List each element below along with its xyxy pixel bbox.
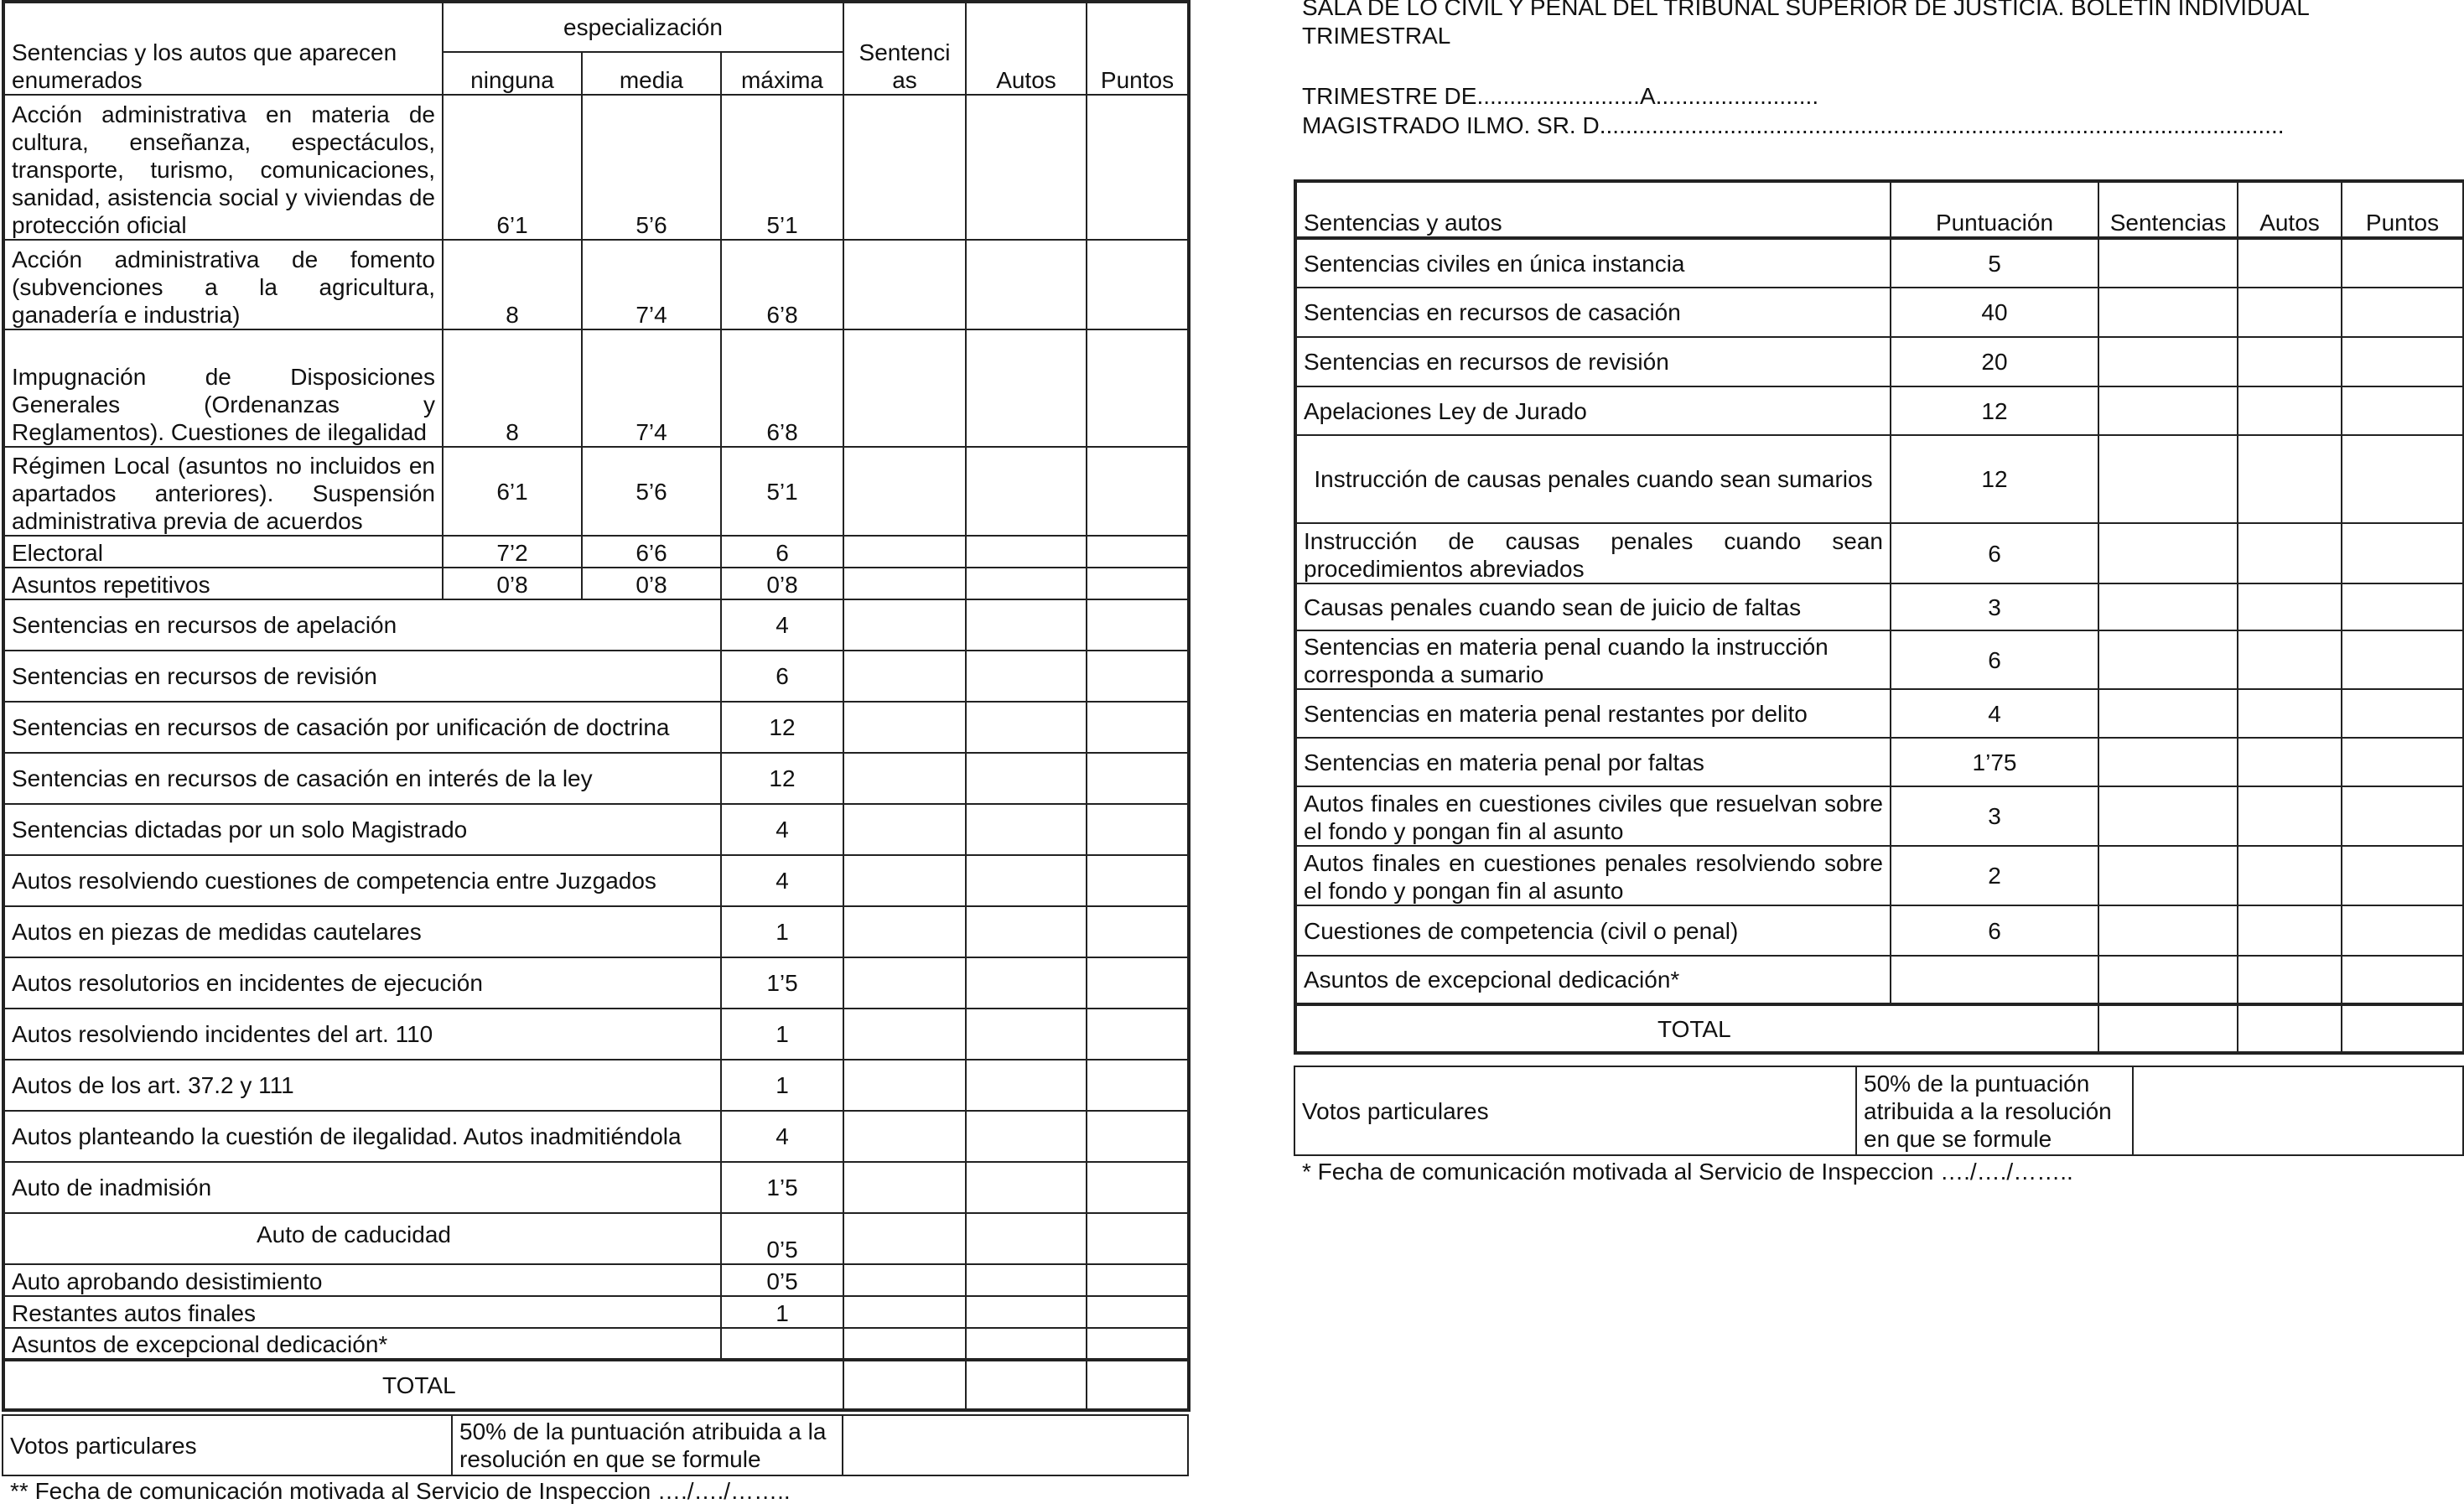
entry-puntos[interactable] — [2342, 238, 2464, 288]
left-header-maxima: máxima — [721, 52, 843, 95]
table-row — [3, 651, 1189, 702]
table-row — [1295, 956, 2464, 1004]
entry-autos[interactable] — [2238, 786, 2342, 846]
entry-autos[interactable] — [966, 536, 1087, 568]
row-label: Instrucción de causas penales cuando sean procedimientos abreviados — [1295, 523, 1891, 583]
row-value: 12 — [721, 702, 843, 753]
row-value: 2 — [1891, 846, 2098, 905]
total-autos[interactable] — [966, 1360, 1087, 1410]
entry-puntos[interactable] — [2342, 689, 2464, 738]
table-row — [1295, 337, 2464, 386]
entry-puntos[interactable] — [2342, 523, 2464, 583]
entry-autos[interactable] — [2238, 523, 2342, 583]
entry-puntos[interactable] — [2342, 846, 2464, 905]
row-value: 12 — [721, 753, 843, 804]
row-value: 1 — [721, 1009, 843, 1060]
table-row — [3, 1264, 1189, 1296]
spec-ninguna: 8 — [443, 329, 582, 447]
table-row — [3, 957, 1189, 1009]
entry-sentencias[interactable] — [843, 329, 966, 447]
entry-puntos[interactable] — [2342, 583, 2464, 630]
entry-autos[interactable] — [966, 906, 1087, 957]
entry-autos[interactable] — [966, 568, 1087, 599]
magistrado-line: MAGISTRADO ILMO. SR. D......................................................................................................... — [1302, 112, 2285, 138]
row-value — [721, 1328, 843, 1360]
entry-puntos[interactable] — [1087, 568, 1189, 599]
entry-puntos[interactable] — [1087, 804, 1189, 855]
votos-entry[interactable] — [843, 1415, 1188, 1475]
entry-puntos[interactable] — [2342, 956, 2464, 1004]
row-label: Asuntos de excepcional dedicación* — [1295, 956, 1891, 1004]
row-label: Sentencias en recursos de casación por unificación de doctrina — [3, 702, 721, 753]
table-row — [1295, 630, 2464, 689]
row-label: Sentencias en recursos de revisión — [1295, 337, 1891, 386]
entry-sentencias[interactable] — [2098, 238, 2238, 288]
row-value: 0’5 — [721, 1264, 843, 1296]
right-header-puntuacion: Puntuación — [1891, 181, 2098, 238]
entry-autos[interactable] — [966, 1328, 1087, 1360]
row-value: 1 — [721, 906, 843, 957]
entry-sentencias[interactable] — [2098, 956, 2238, 1004]
row-value: 1 — [721, 1060, 843, 1111]
row-value: 6 — [1891, 630, 2098, 689]
left-header-concept: Sentencias y los autos que aparecen enumerados — [3, 2, 443, 95]
table-row — [1295, 435, 2464, 523]
row-value: 6 — [1891, 905, 2098, 956]
row-label: Asuntos de excepcional dedicación* — [3, 1328, 721, 1360]
row-value: 1 — [721, 1296, 843, 1328]
entry-sentencias[interactable] — [843, 906, 966, 957]
spec-maxima: 6 — [721, 536, 843, 568]
entry-autos[interactable] — [966, 1111, 1087, 1162]
row-label: Sentencias en recursos de apelación — [3, 599, 721, 651]
row-label: Sentencias en recursos de casación en interés de la ley — [3, 753, 721, 804]
left-header-media: media — [582, 52, 721, 95]
row-label: Autos de los art. 37.2 y 111 — [3, 1060, 721, 1111]
entry-sentencias[interactable] — [843, 1296, 966, 1328]
entry-puntos[interactable] — [1087, 95, 1189, 240]
table-row — [3, 855, 1189, 906]
entry-autos[interactable] — [2238, 386, 2342, 435]
entry-sentencias[interactable] — [843, 240, 966, 329]
table-row — [3, 1296, 1189, 1328]
entry-autos[interactable] — [2238, 738, 2342, 786]
row-value: 5 — [1891, 238, 2098, 288]
entry-autos[interactable] — [966, 1162, 1087, 1213]
total-sentencias[interactable] — [2098, 1004, 2238, 1053]
entry-sentencias[interactable] — [843, 1060, 966, 1111]
row-label: Autos finales en cuestiones civiles que resuelvan sobre el fondo y pongan fin al asunto — [1295, 786, 1891, 846]
table-row — [1295, 523, 2464, 583]
table-row — [3, 599, 1189, 651]
spec-row-label: Electoral — [3, 536, 443, 568]
spec-row — [3, 568, 1189, 599]
row-label: Auto de caducidad — [3, 1213, 721, 1264]
entry-autos[interactable] — [2238, 435, 2342, 523]
row-label: Restantes autos finales — [3, 1296, 721, 1328]
entry-puntos[interactable] — [1087, 906, 1189, 957]
table-row — [1295, 288, 2464, 337]
entry-sentencias[interactable] — [2098, 435, 2238, 523]
row-value: 20 — [1891, 337, 2098, 386]
entry-sentencias[interactable] — [843, 1009, 966, 1060]
entry-puntos[interactable] — [2342, 435, 2464, 523]
row-label: Apelaciones Ley de Jurado — [1295, 386, 1891, 435]
entry-puntos[interactable] — [2342, 905, 2464, 956]
row-value: 0’5 — [721, 1213, 843, 1264]
entry-sentencias[interactable] — [2098, 337, 2238, 386]
spec-maxima: 5’1 — [721, 95, 843, 240]
table-row — [3, 906, 1189, 957]
entry-sentencias[interactable] — [2098, 386, 2238, 435]
left-votos-table — [2, 1414, 1189, 1476]
entry-sentencias[interactable] — [843, 447, 966, 536]
total-label: TOTAL — [3, 1360, 843, 1410]
entry-autos[interactable] — [2238, 905, 2342, 956]
total-puntos[interactable] — [2342, 1004, 2464, 1053]
right-header-autos: Autos — [2238, 181, 2342, 238]
entry-sentencias[interactable] — [843, 855, 966, 906]
entry-autos[interactable] — [966, 651, 1087, 702]
entry-puntos[interactable] — [1087, 329, 1189, 447]
table-row — [1295, 583, 2464, 630]
entry-autos[interactable] — [966, 599, 1087, 651]
entry-puntos[interactable] — [2342, 386, 2464, 435]
entry-autos[interactable] — [2238, 846, 2342, 905]
total-autos[interactable] — [2238, 1004, 2342, 1053]
entry-sentencias[interactable] — [843, 536, 966, 568]
entry-sentencias[interactable] — [843, 1111, 966, 1162]
spec-media: 5’6 — [582, 95, 721, 240]
row-label: Auto aprobando desistimiento — [3, 1264, 721, 1296]
spec-ninguna: 7’2 — [443, 536, 582, 568]
row-value: 6 — [1891, 523, 2098, 583]
entry-sentencias[interactable] — [843, 1162, 966, 1213]
table-row — [3, 1162, 1189, 1213]
row-label: Autos resolviendo incidentes del art. 110 — [3, 1009, 721, 1060]
entry-autos[interactable] — [966, 957, 1087, 1009]
votos-text: 50% de la puntuación atribuida a la resolución en que se formule — [1856, 1066, 2133, 1155]
row-label: Sentencias dictadas por un solo Magistrado — [3, 804, 721, 855]
entry-sentencias[interactable] — [2098, 738, 2238, 786]
spec-maxima: 0’8 — [721, 568, 843, 599]
row-label: Autos finales en cuestiones penales resolviendo sobre el fondo y pongan fin al asunto — [1295, 846, 1891, 905]
entry-autos[interactable] — [2238, 630, 2342, 689]
entry-sentencias[interactable] — [843, 1328, 966, 1360]
spec-ninguna: 0’8 — [443, 568, 582, 599]
right-header-puntos: Puntos — [2342, 181, 2464, 238]
row-label: Sentencias en materia penal cuando la instrucción corresponda a sumario — [1295, 630, 1891, 689]
row-value: 3 — [1891, 583, 2098, 630]
votos-text: 50% de la puntuación atribuida a la resolución en que se formule — [452, 1415, 843, 1475]
entry-puntos[interactable] — [2342, 337, 2464, 386]
entry-sentencias[interactable] — [2098, 523, 2238, 583]
entry-autos[interactable] — [966, 447, 1087, 536]
entry-autos[interactable] — [966, 240, 1087, 329]
entry-autos[interactable] — [2238, 288, 2342, 337]
entry-sentencias[interactable] — [2098, 630, 2238, 689]
left-footnote: ** Fecha de comunicación motivada al Servicio de Inspeccion …./…./…….. — [10, 1478, 791, 1504]
spec-ninguna: 8 — [443, 240, 582, 329]
entry-sentencias[interactable] — [843, 651, 966, 702]
table-row — [1295, 238, 2464, 288]
entry-puntos[interactable] — [1087, 1264, 1189, 1296]
entry-autos[interactable] — [966, 855, 1087, 906]
row-label: Causas penales cuando sean de juicio de faltas — [1295, 583, 1891, 630]
spec-row — [3, 536, 1189, 568]
entry-sentencias[interactable] — [843, 804, 966, 855]
table-row — [1295, 846, 2464, 905]
entry-autos[interactable] — [966, 1296, 1087, 1328]
entry-puntos[interactable] — [2342, 288, 2464, 337]
entry-autos[interactable] — [966, 804, 1087, 855]
entry-autos[interactable] — [966, 1264, 1087, 1296]
entry-puntos[interactable] — [1087, 536, 1189, 568]
entry-autos[interactable] — [2238, 689, 2342, 738]
spec-row — [3, 447, 1189, 536]
entry-puntos[interactable] — [1087, 855, 1189, 906]
spec-maxima: 6’8 — [721, 329, 843, 447]
entry-autos[interactable] — [2238, 583, 2342, 630]
entry-puntos[interactable] — [1087, 753, 1189, 804]
spec-row-label: Impugnación de Disposiciones Generales (Ordenanzas y Reglamentos). Cuestiones de ilegalidad — [3, 329, 443, 447]
row-value: 40 — [1891, 288, 2098, 337]
left-header-sentencias: Sentenci as — [843, 2, 966, 95]
spec-media: 5’6 — [582, 447, 721, 536]
left-header-especializacion: especialización — [443, 2, 843, 52]
entry-sentencias[interactable] — [2098, 689, 2238, 738]
row-label: Sentencias en materia penal por faltas — [1295, 738, 1891, 786]
entry-sentencias[interactable] — [2098, 846, 2238, 905]
entry-puntos[interactable] — [2342, 786, 2464, 846]
total-row — [3, 1360, 1189, 1410]
row-label: Sentencias en recursos de casación — [1295, 288, 1891, 337]
table-row — [3, 1328, 1189, 1360]
right-footnote: * Fecha de comunicación motivada al Servicio de Inspeccion …./…./…….. — [1302, 1159, 2073, 1185]
table-row — [3, 702, 1189, 753]
row-value: 4 — [721, 599, 843, 651]
row-value: 12 — [1891, 435, 2098, 523]
table-row — [1295, 689, 2464, 738]
row-value: 4 — [721, 804, 843, 855]
entry-puntos[interactable] — [1087, 702, 1189, 753]
row-value: 1’75 — [1891, 738, 2098, 786]
entry-puntos[interactable] — [1087, 1296, 1189, 1328]
spec-ninguna: 6’1 — [443, 447, 582, 536]
table-row — [1295, 786, 2464, 846]
spec-row-label: Asuntos repetitivos — [3, 568, 443, 599]
spec-row-label: Acción administrativa en materia de cultura, enseñanza, espectáculos, transporte, turismo, comunicaciones, sanidad, asistencia social y viviendas de protección oficial — [3, 95, 443, 240]
entry-puntos[interactable] — [1087, 1111, 1189, 1162]
votos-label: Votos particulares — [1294, 1066, 1856, 1155]
entry-autos[interactable] — [966, 1009, 1087, 1060]
entry-puntos[interactable] — [1087, 240, 1189, 329]
row-label: Sentencias civiles en única instancia — [1295, 238, 1891, 288]
entry-autos[interactable] — [966, 95, 1087, 240]
entry-puntos[interactable] — [1087, 447, 1189, 536]
total-label: TOTAL — [1295, 1004, 2098, 1053]
row-value: 4 — [1891, 689, 2098, 738]
entry-autos[interactable] — [966, 1213, 1087, 1264]
entry-autos[interactable] — [966, 1060, 1087, 1111]
row-label: Sentencias en recursos de revisión — [3, 651, 721, 702]
left-scoring-table — [2, 0, 1191, 1412]
entry-autos[interactable] — [966, 753, 1087, 804]
entry-puntos[interactable] — [1087, 1328, 1189, 1360]
table-row — [1295, 738, 2464, 786]
left-header-autos: Autos — [966, 2, 1087, 95]
row-label: Instrucción de causas penales cuando sean sumarios — [1295, 435, 1891, 523]
entry-sentencias[interactable] — [843, 568, 966, 599]
spec-media: 7’4 — [582, 240, 721, 329]
right-header-concept: Sentencias y autos — [1295, 181, 1891, 238]
row-label: Autos resolutorios en incidentes de ejecución — [3, 957, 721, 1009]
entry-puntos[interactable] — [2342, 738, 2464, 786]
table-row — [3, 1009, 1189, 1060]
row-value: 6 — [721, 651, 843, 702]
spec-row — [3, 95, 1189, 240]
entry-puntos[interactable] — [1087, 651, 1189, 702]
row-label: Autos planteando la cuestión de ilegalidad. Autos inadmitiéndola — [3, 1111, 721, 1162]
entry-sentencias[interactable] — [843, 702, 966, 753]
total-sentencias[interactable] — [843, 1360, 966, 1410]
right-scoring-table — [1294, 179, 2464, 1055]
row-label: Autos en piezas de medidas cautelares — [3, 906, 721, 957]
entry-puntos[interactable] — [1087, 1009, 1189, 1060]
row-value: 4 — [721, 855, 843, 906]
row-value: 3 — [1891, 786, 2098, 846]
form-title-line2: TRIMESTRAL — [1302, 23, 1451, 49]
spec-row — [3, 329, 1189, 447]
entry-puntos[interactable] — [2342, 630, 2464, 689]
table-row — [3, 753, 1189, 804]
entry-puntos[interactable] — [1087, 1162, 1189, 1213]
entry-puntos[interactable] — [1087, 957, 1189, 1009]
table-row — [1295, 905, 2464, 956]
table-row — [3, 1213, 1189, 1264]
spec-media: 6’6 — [582, 536, 721, 568]
spec-row-label: Acción administrativa de fomento (subvenciones a la agricultura, ganadería e industria) — [3, 240, 443, 329]
row-value: 1’5 — [721, 1162, 843, 1213]
entry-sentencias[interactable] — [2098, 583, 2238, 630]
votos-label: Votos particulares — [3, 1415, 452, 1475]
entry-sentencias[interactable] — [2098, 905, 2238, 956]
spec-maxima: 6’8 — [721, 240, 843, 329]
entry-puntos[interactable] — [1087, 1060, 1189, 1111]
spec-row — [3, 240, 1189, 329]
entry-sentencias[interactable] — [843, 1264, 966, 1296]
total-puntos[interactable] — [1087, 1360, 1189, 1410]
entry-autos[interactable] — [966, 329, 1087, 447]
spec-media: 0’8 — [582, 568, 721, 599]
entry-sentencias[interactable] — [843, 1213, 966, 1264]
table-row — [1295, 386, 2464, 435]
row-label: Cuestiones de competencia (civil o penal) — [1295, 905, 1891, 956]
right-votos-table — [1294, 1066, 2464, 1156]
row-label: Sentencias en materia penal restantes por delito — [1295, 689, 1891, 738]
row-label: Auto de inadmisión — [3, 1162, 721, 1213]
left-header-ninguna: ninguna — [443, 52, 582, 95]
entry-puntos[interactable] — [1087, 1213, 1189, 1264]
spec-media: 7’4 — [582, 329, 721, 447]
table-row — [3, 1060, 1189, 1111]
form-title-line1: SALA DE LO CIVIL Y PENAL DEL TRIBUNAL SUPERIOR DE JUSTICIA. BOLETIN INDIVIDUAL — [1302, 0, 2310, 20]
row-value: 4 — [721, 1111, 843, 1162]
row-value — [1891, 956, 2098, 1004]
trimestre-line: TRIMESTRE DE.........................A......................... — [1302, 83, 1819, 109]
right-header-sentencias: Sentencias — [2098, 181, 2238, 238]
entry-puntos[interactable] — [1087, 599, 1189, 651]
entry-sentencias[interactable] — [843, 599, 966, 651]
votos-entry[interactable] — [2133, 1066, 2463, 1155]
entry-sentencias[interactable] — [843, 753, 966, 804]
entry-autos[interactable] — [966, 702, 1087, 753]
entry-autos[interactable] — [2238, 956, 2342, 1004]
row-value: 1’5 — [721, 957, 843, 1009]
table-row — [3, 1111, 1189, 1162]
row-value: 12 — [1891, 386, 2098, 435]
table-row — [3, 804, 1189, 855]
spec-maxima: 5’1 — [721, 447, 843, 536]
entry-sentencias[interactable] — [2098, 288, 2238, 337]
entry-sentencias[interactable] — [843, 957, 966, 1009]
entry-sentencias[interactable] — [2098, 786, 2238, 846]
entry-autos[interactable] — [2238, 337, 2342, 386]
spec-row-label: Régimen Local (asuntos no incluidos en apartados anteriores). Suspensión administrativa previa de acuerdos — [3, 447, 443, 536]
left-header-puntos: Puntos — [1087, 2, 1189, 95]
entry-autos[interactable] — [2238, 238, 2342, 288]
row-label: Autos resolviendo cuestiones de competencia entre Juzgados — [3, 855, 721, 906]
entry-sentencias[interactable] — [843, 95, 966, 240]
spec-ninguna: 6’1 — [443, 95, 582, 240]
total-row — [1295, 1004, 2464, 1053]
